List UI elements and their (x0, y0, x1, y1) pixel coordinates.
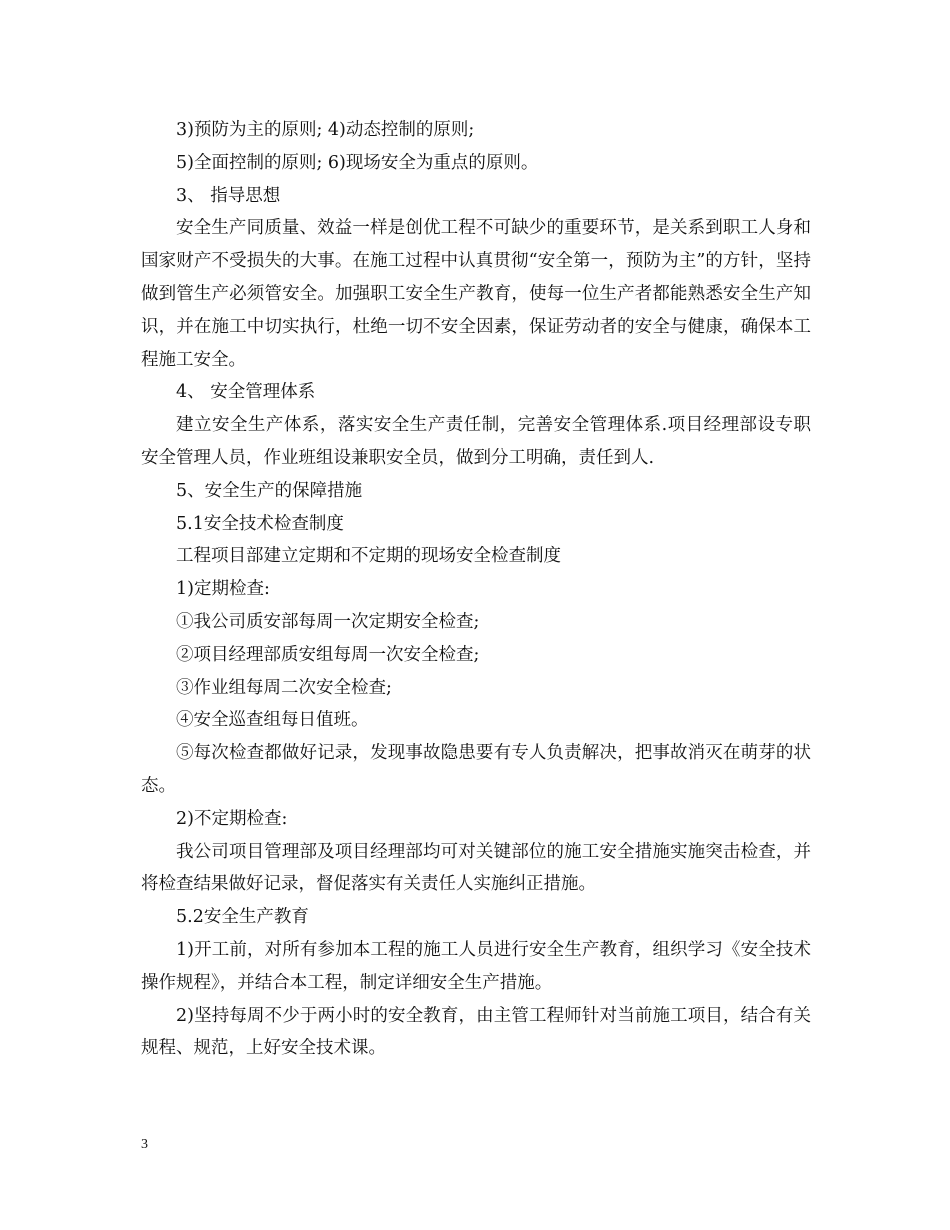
paragraph: 5)全面控制的原则; 6)现场安全为重点的原则。 (176, 152, 539, 173)
list-item: ⑤每次检查都做好记录，发现事故隐患要有专人负责解决，把事故消灭在萌芽的状态。 (141, 743, 811, 796)
paragraph: 2)坚持每周不少于两小时的安全教育，由主管工程师针对当前施工项目，结合有关规程、规范，上好安全技术课。 (141, 1005, 811, 1059)
list-item: ③作业组每周二次安全检查; (176, 677, 392, 698)
paragraph: 建立安全生产体系，落实安全生产责任制，完善安全管理体系.项目经理部设专职安全管理人员，作业班组设兼职安全员，做到分工明确，责任到人. (141, 415, 811, 468)
paragraph: 安全生产同质量、效益一样是创优工程不可缺少的重要环节，是关系到职工人身和国家财产不受损失的大事。在施工过程中认真贯彻“安全第一，预防为主”的方针，坚持做到管生产必须管安全。加强职工安全生产教育，使每一位生产者都能熟悉安全生产知识，并在施工中切实执行，杜绝一切不安全因素，保证劳动者的安全与健康，确保本工程施工安全。 (141, 218, 811, 370)
list-heading: 2)不定期检查: (176, 808, 288, 829)
list-item: ①我公司质安部每周一次定期安全检查; (176, 611, 480, 632)
paragraph: 工程项目部建立定期和不定期的现场安全检查制度 (176, 546, 561, 567)
subsection-heading: 5.1安全技术检查制度 (176, 513, 344, 534)
list-heading: 1)定期检查: (176, 579, 270, 600)
section-heading: 4、 安全管理体系 (176, 382, 316, 403)
section-heading: 3、 指导思想 (176, 185, 281, 206)
list-item: ④安全巡查组每日值班。 (176, 710, 369, 731)
paragraph: 3)预防为主的原则; 4)动态控制的原则; (176, 120, 475, 140)
section-heading: 5、安全生产的保障措施 (176, 480, 363, 501)
page-number: 3 (141, 1137, 148, 1152)
document-body (141, 114, 811, 1065)
paragraph: 1)开工前，对所有参加本工程的施工人员进行安全生产教育，组织学习《安全技术操作规程》，并结合本工程，制定详细安全生产措施。 (141, 939, 811, 993)
list-item: ②项目经理部质安组每周一次安全检查; (176, 644, 480, 665)
paragraph: 我公司项目管理部及项目经理部均可对关键部位的施工安全措施实施突击检查，并将检查结果做好记录，督促落实有关责任人实施纠正措施。 (141, 841, 811, 895)
subsection-heading: 5.2安全生产教育 (176, 907, 309, 928)
